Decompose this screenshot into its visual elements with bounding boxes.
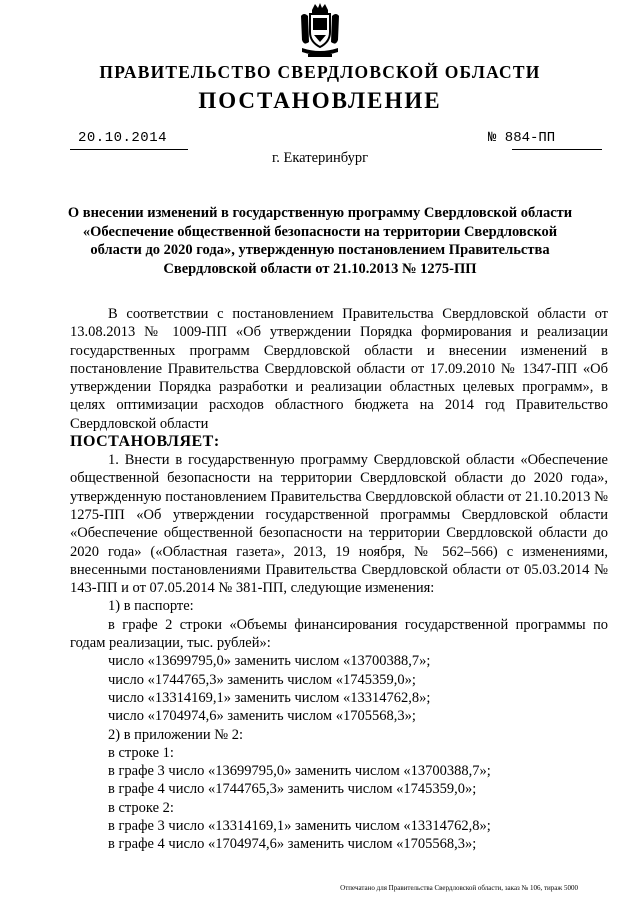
document-date: 20.10.2014: [78, 130, 168, 146]
subitem-2-heading: 2) в приложении № 2:: [108, 726, 243, 743]
replacement-line: в графе 3 число «13699795,0» заменить числом «13700388,7»;: [108, 763, 491, 780]
document-type: ПОСТАНОВЛЕНИЕ: [198, 88, 442, 113]
decree-heading: ПОСТАНОВЛЯЕТ:: [70, 433, 220, 451]
replacement-line: число «13699795,0» заменить числом «13700388,7»;: [108, 653, 431, 670]
print-footer: Отпечатано для Правительства Свердловской области, заказ № 106, тираж 5000: [340, 884, 578, 892]
document-body: [70, 305, 608, 854]
replacement-line: число «13314169,1» заменить числом «13314762,8»;: [108, 689, 431, 706]
coat-of-arms-icon: [298, 2, 342, 60]
replacement-line: число «1744765,3» заменить числом «1745359,0»;: [108, 671, 416, 688]
title-line: «Обеспечение общественной безопасности на территории Свердловской: [82, 223, 558, 240]
row-2-heading: в строке 2:: [108, 799, 174, 816]
subitem-1-text: в графе 2 строки «Объемы финансирования государственной программы по годам реализации, тыс. рублей»:: [70, 616, 608, 652]
title-line: О внесении изменений в государственную программу Свердловской области: [67, 205, 573, 221]
organization-name: ПРАВИТЕЛЬСТВО СВЕРДЛОВСКОЙ ОБЛАСТИ: [99, 62, 541, 82]
title-line: области до 2020 года», утвержденную постановлением Правительства: [90, 242, 550, 258]
item-1-paragraph: 1. Внести в государственную программу Свердловской области «Обеспечение общественной безопасности на территории Свердловской области до 2020 года», утвержденную постановлением Правительства Свердловской области от 21.10.2013 № 1275-ПП «Об утверждении государственной программы Свердловской области «Обеспечение общественной безопасности на территории Свердловской области до 2020 года» («Областная газета», 2013, 19 ноября, № 562–566) с изменениями, внесенными постановлениями Правительства Свердловской области от 05.03.2014 № 143-ПП и от 07.05.2014 № 381-ПП, следующие изменения:: [70, 452, 608, 597]
replacement-line: в графе 4 число «1744765,3» заменить числом «1745359,0»;: [108, 781, 477, 798]
replacement-line: в графе 4 число «1704974,6» заменить числом «1705568,3»;: [108, 836, 477, 853]
replacement-line: число «1704974,6» заменить числом «1705568,3»;: [108, 708, 416, 725]
document-title: [64, 204, 576, 278]
document-number: № 884-ПП: [488, 130, 556, 146]
title-line: Свердловской области от 21.10.2013 № 1275-ПП: [163, 260, 477, 277]
subitem-1-heading: 1) в паспорте:: [108, 598, 194, 615]
preamble-paragraph: В соответствии с постановлением Правительства Свердловской области от 13.08.2013 № 1009-ПП «Об утверждении Порядка формирования и реализации государственных программ Свердловской области и внесении изменений в постановление Правительства Свердловской области от 17.09.2010 № 1347-ПП «Об утверждении Порядка разработки и реализации областных целевых программ», в целях оптимизации расходов областного бюджета на 2014 год Правительство Свердловской области: [70, 306, 608, 432]
city: г. Екатеринбург: [271, 150, 369, 166]
replacement-line: в графе 3 число «13314169,1» заменить числом «13314762,8»;: [108, 818, 491, 835]
row-1-heading: в строке 1:: [108, 744, 174, 761]
